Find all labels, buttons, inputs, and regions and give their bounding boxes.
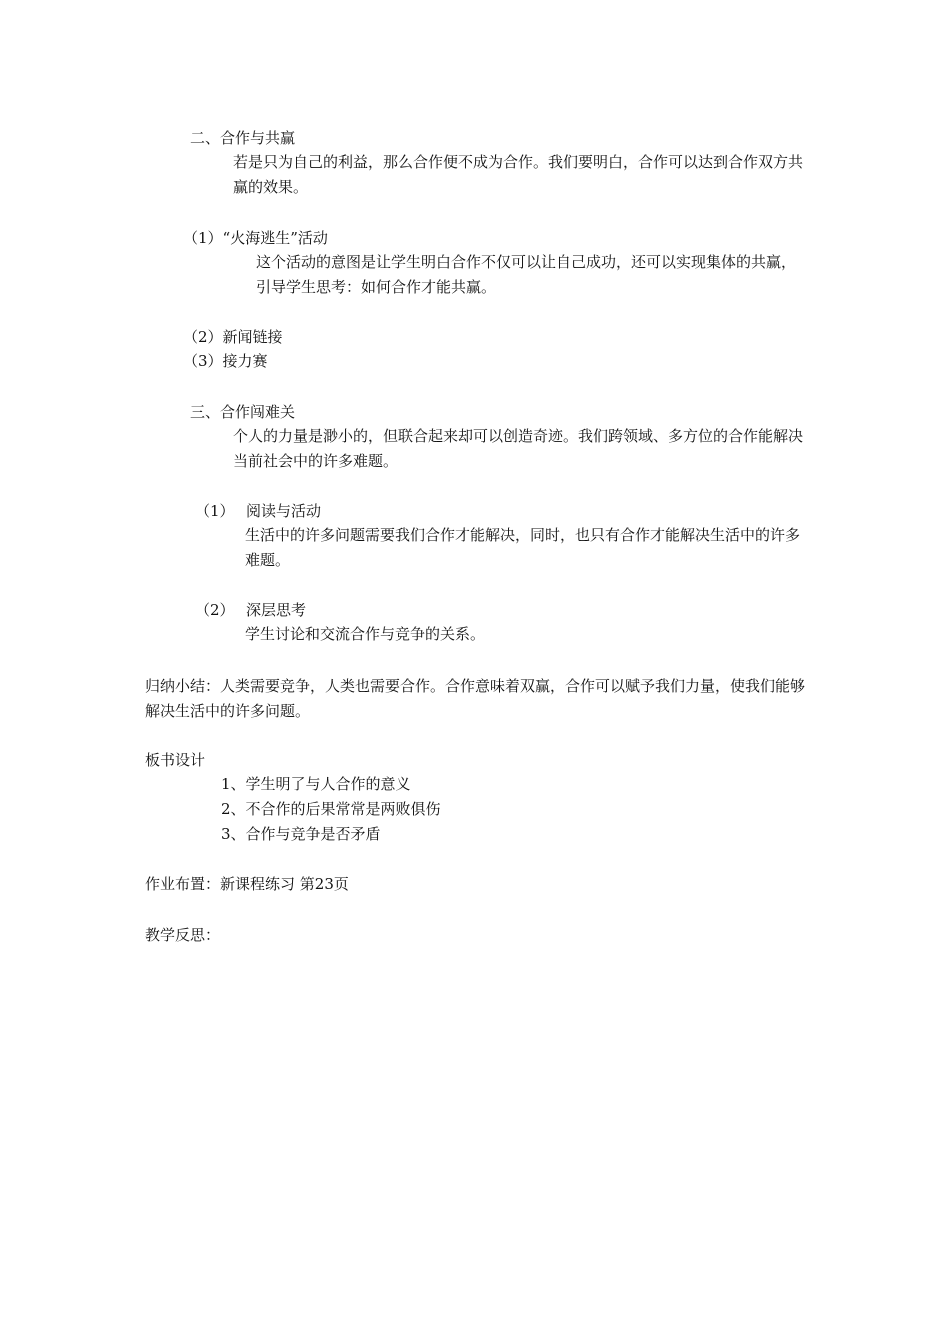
section-3-item-2-body: 学生讨论和交流合作与竞争的关系。 xyxy=(245,625,486,643)
section-2-intro: 若是只为自己的利益，那么合作便不成为合作。我们要明白，合作可以达到合作双方共赢的效果。 xyxy=(233,153,804,196)
section-2-item-1-title: （1）“火海逃生”活动 xyxy=(183,229,328,247)
section-3-item-2-number: （2） xyxy=(195,601,235,619)
section-3-item-2-title: 深层思考 xyxy=(246,601,307,619)
board-point-3: 3、合作与竞争是否矛盾 xyxy=(221,825,381,843)
section-2-heading: 二、合作与共赢 xyxy=(190,129,296,147)
board-point-1: 1、学生明了与人合作的意义 xyxy=(221,775,411,793)
summary-paragraph: 归纳小结：人类需要竞争，人类也需要合作。合作意味着双赢，合作可以赋予我们力量，使我们能够解决生活中的许多问题。 xyxy=(145,677,806,720)
section-2-item-1-body: 这个活动的意图是让学生明白合作不仅可以让自己成功，还可以实现集体的共赢，引导学生思考：如何合作才能共赢。 xyxy=(256,253,797,296)
section-3-item-1-body: 生活中的许多问题需要我们合作才能解决，同时，也只有合作才能解决生活中的许多难题。 xyxy=(245,526,801,569)
reflection-line: 教学反思： xyxy=(145,926,221,944)
homework-line: 作业布置：新课程练习 第23页 xyxy=(145,875,349,893)
section-3-item-1-number: （1） xyxy=(195,502,235,520)
section-3-intro: 个人的力量是渺小的，但联合起来却可以创造奇迹。我们跨领域、多方位的合作能解决当前社会中的许多难题。 xyxy=(233,427,804,470)
section-2-item-2: （2）新闻链接 xyxy=(183,328,283,346)
section-3-item-1-title: 阅读与活动 xyxy=(246,502,322,520)
board-point-2: 2、不合作的后果常常是两败俱伤 xyxy=(221,800,441,818)
board-heading: 板书设计 xyxy=(145,751,206,769)
section-3-heading: 三、合作闯难关 xyxy=(190,403,296,421)
section-2-item-3: （3）接力赛 xyxy=(183,352,268,370)
